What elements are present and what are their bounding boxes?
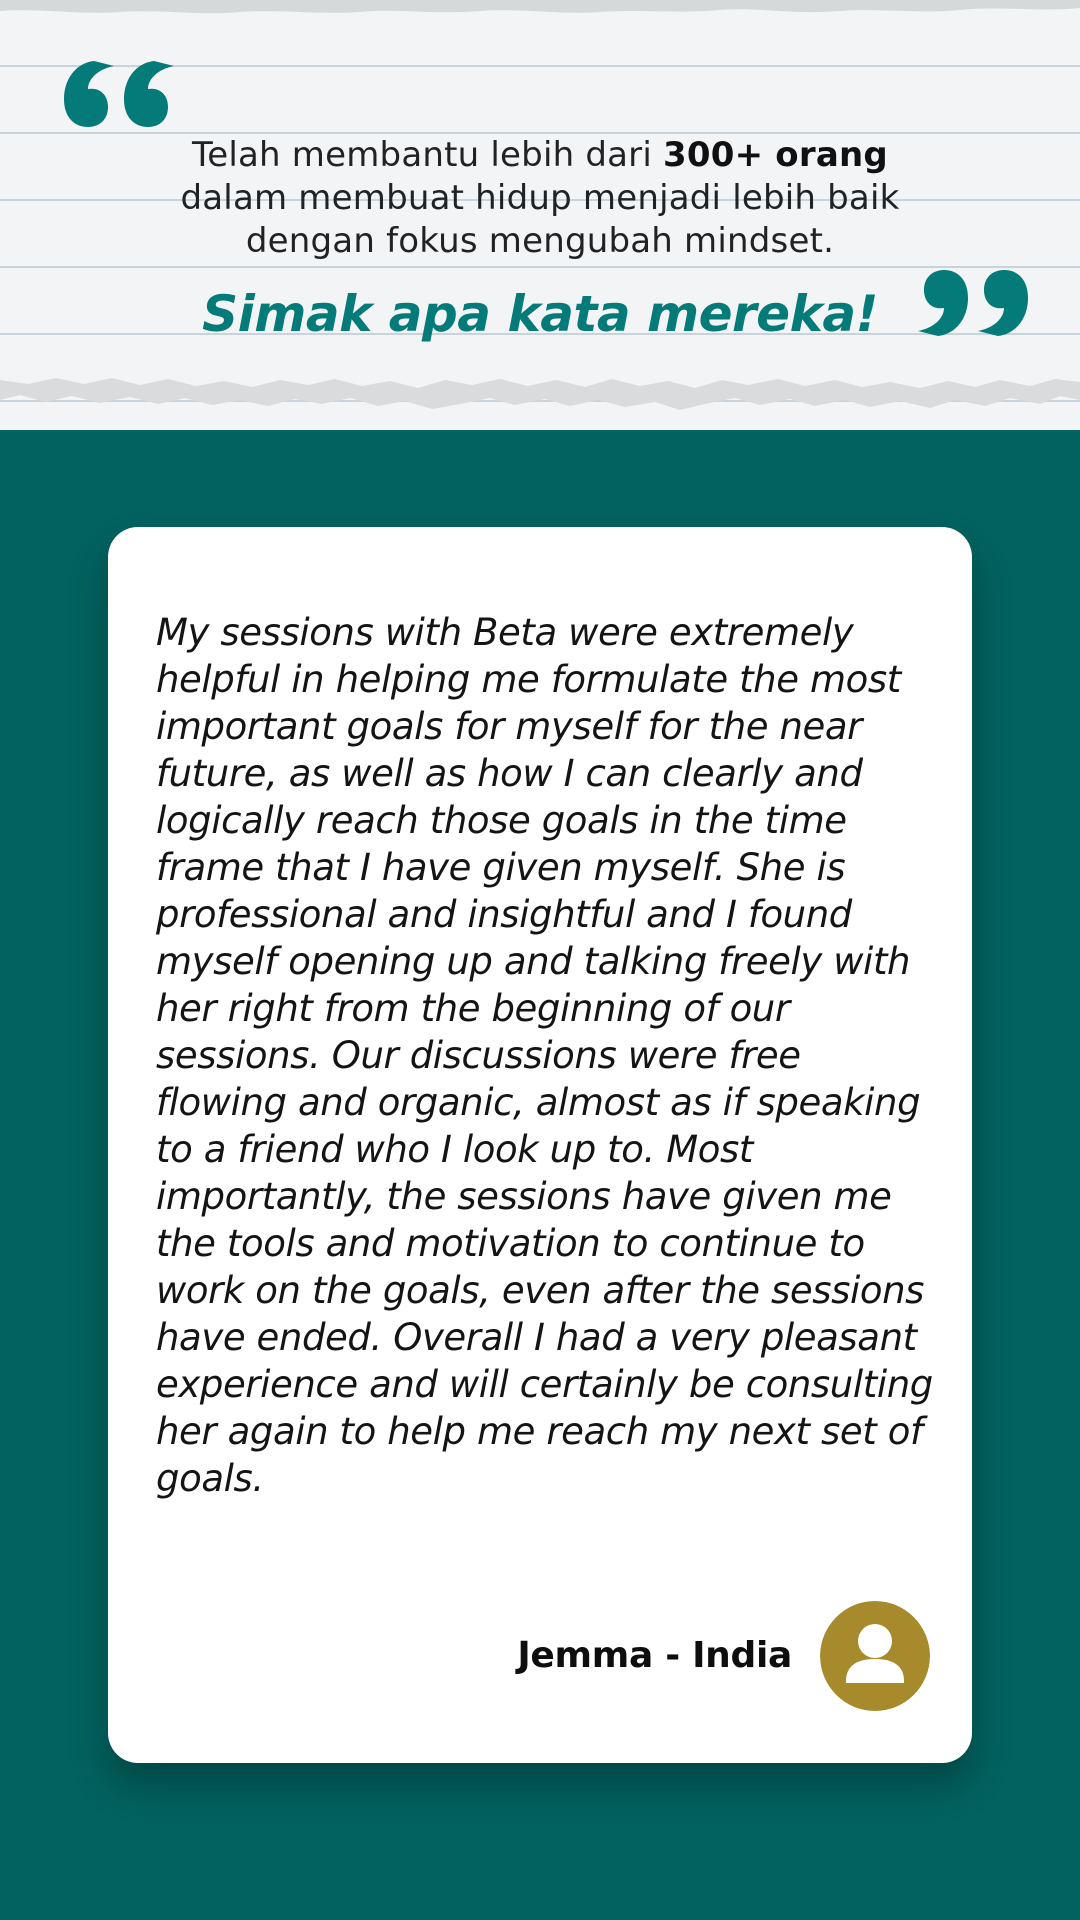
intro-line2: dalam membuat hidup menjadi lebih baik (180, 178, 900, 218)
testimonial-card (108, 527, 972, 1763)
intro-line1-prefix: Telah membantu lebih dari (192, 135, 664, 175)
intro-highlight: 300+ orang (663, 135, 888, 175)
paper-top-torn-edge (0, 0, 1080, 22)
intro-line3: dengan fokus mengubah mindset. (245, 221, 835, 261)
close-quote-icon (915, 262, 1030, 342)
user-avatar-icon (820, 1601, 930, 1711)
testimonial-author: Jemma - India (517, 1635, 792, 1676)
headline: Simak apa kata mereka! (202, 285, 878, 343)
intro-text (120, 134, 960, 263)
open-quote-icon (62, 55, 177, 135)
torn-paper-edge (0, 360, 1080, 440)
testimonial-text: My sessions with Beta were extremely helpful in helping me formulate the most important goals for myself for the near future, as well as how I can clearly and logically reach those goals in the time frame that I have given myself. She is professional and insightful and I found myself opening up and talking freely with her right from the beginning of our sessions. Our discussions were free flowing and organic, almost as if speaking to a friend who I look up to. Most importantly, the sessions have given me the tools and motivation to continue to work on the goals, even after the sessions have ended. Overall I had a very pleasant experience and will certainly be consulting her again to help me reach my next set of goals. (156, 611, 933, 1500)
